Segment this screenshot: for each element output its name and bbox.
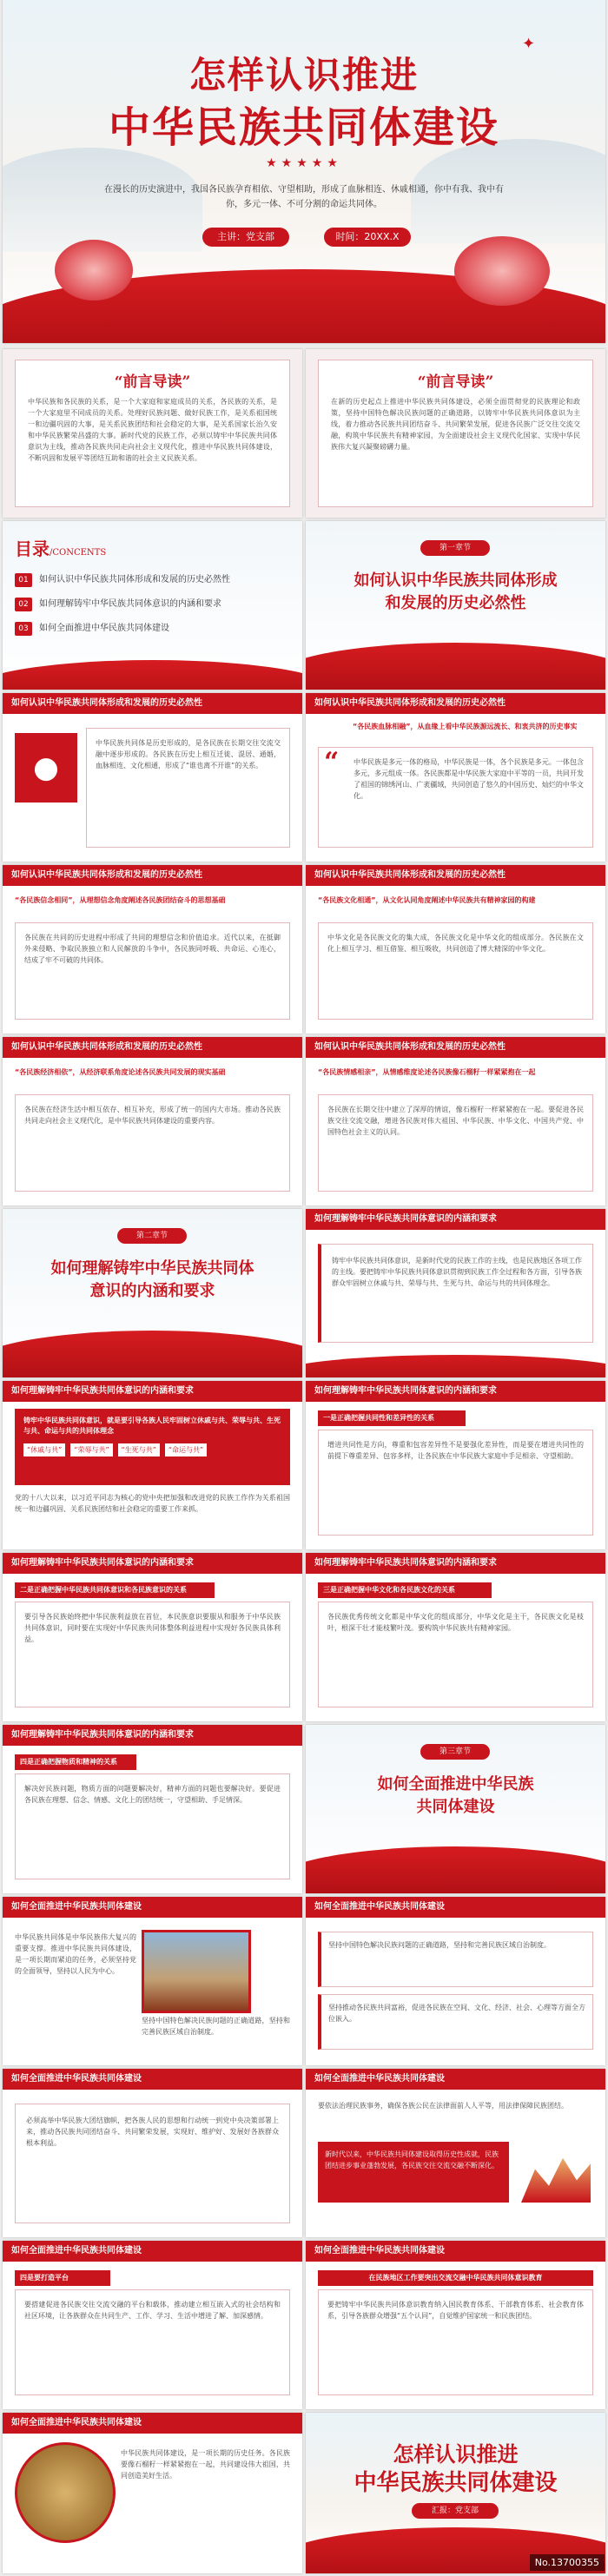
cover-title-line1: 怎样认识推进 xyxy=(188,54,419,96)
toc-num-1: 01 xyxy=(15,573,32,587)
time-pill: 时间：20XX.X xyxy=(324,228,411,247)
section-bar: 如何理解铸牢中华民族共同体意识的内涵和要求 xyxy=(3,1725,302,1746)
section-bar: 如何理解铸牢中华民族共同体意识的内涵和要求 xyxy=(3,1381,302,1402)
slide15-heading-box xyxy=(318,1410,466,1426)
section-bar: 如何全面推进中华民族共同体建设 xyxy=(306,2069,605,2090)
tag-4: “命运与共” xyxy=(165,1443,207,1456)
slide-6 xyxy=(3,693,302,862)
slide-20 xyxy=(3,1897,302,2065)
section-bar: 如何理解铸牢中华民族共同体意识的内涵和要求 xyxy=(306,1381,605,1402)
chapter2-title-line2: 意识的内涵和要求 xyxy=(89,1282,215,1300)
slide20-left-text: 中华民族共同体是中华民族伟大复兴的重要支撑。推进中华民族共同体建设，是一项长期而紧迫的任务，必须坚持党的全面领导，坚持以人民为中心。 xyxy=(15,1933,136,1975)
slide22-frame xyxy=(15,2104,290,2223)
section-bar: 如何认识中华民族共同体形成和发展的历史必然性 xyxy=(3,865,302,886)
slide-9 xyxy=(306,865,605,1034)
slide9-text: 中华文化是各民族文化的集大成，各民族文化是中华文化的组成部分。各民族在文化上相互学习、相互借鉴、相互吸收，共同创造了博大精深的中华文化。 xyxy=(327,934,584,953)
chapter2-title-line1: 如何理解铸牢中华民族共同体 xyxy=(50,1259,254,1278)
slide24-frame xyxy=(15,2289,290,2395)
end-title-line1: 怎样认识推进 xyxy=(393,2441,519,2467)
cover-slide xyxy=(3,0,605,343)
slide24-heading-box xyxy=(15,2270,110,2286)
slide26-text: 中华民族共同体建设，是一项长期的历史任务。各民族要像石榴籽一样紧紧抱在一起，共同建设伟大祖国，共同创造美好生活。 xyxy=(121,2449,290,2480)
toc-ribbon xyxy=(3,660,302,690)
slide7-frame xyxy=(318,747,593,848)
slide14-heading: 铸牢中华民族共同体意识，就是要引导各族人民牢固树立休戚与共、荣辱与共、生死与共、命运与共的共同体理念 xyxy=(23,1417,281,1435)
tag-1: “休戚与共” xyxy=(23,1443,65,1456)
intro-title: “前言导读” xyxy=(114,373,191,391)
slide6-frame xyxy=(86,728,290,848)
slide18-heading-box xyxy=(15,1754,136,1770)
intro-text-right: 在新的历史起点上推进中华民族共同体建设，必须全面贯彻党的民族理论和政策，坚持中国特色解决民族问题的正确道路，以铸牢中华民族共同体意识为主线，着力推动各民族共同团结奋斗、共同繁荣发展，促进各民族广泛交往交流交融，构筑中华民族共有精神家园，为全面建设社会主义现代化国家、实现中华民族伟大复兴凝聚磅礴力量。 xyxy=(331,398,580,451)
section-bar: 如何全面推进中华民族共同体建设 xyxy=(306,2241,605,2262)
slide11-frame xyxy=(318,1094,593,1192)
slide25-text: 要把铸牢中华民族共同体意识教育纳入国民教育体系、干部教育体系、社会教育体系，引导各族群众增强“五个认同”，自觉维护国家统一和民族团结。 xyxy=(327,2301,584,2320)
slide-13 xyxy=(306,1209,605,1377)
slide25-heading: 在民族地区工作要突出交流交融中华民族共同体意识教育 xyxy=(368,2274,543,2282)
slide8-text: 各民族在共同的历史进程中形成了共同的理想信念和价值追求。近代以来，在抵御外来侵略、争取民族独立和人民解放的斗争中，各民族同呼吸、共命运、心连心，结成了牢不可破的共同体。 xyxy=(24,934,281,964)
chapter2-ribbon xyxy=(3,1331,302,1377)
slide22-text: 必须高举中华民族大团结旗帜，把各族人民的思想和行动统一到党中央决策部署上来，推动各民族共同团结奋斗、共同繁荣发展，实现好、维护好、发展好各族群众根本利益。 xyxy=(26,2117,279,2147)
chapter1-ribbon xyxy=(306,643,605,690)
chapter3-badge: 第三章节 xyxy=(420,1744,490,1760)
slide16-text: 要引导各民族始终把中华民族利益放在首位，本民族意识要服从和服务于中华民族共同体意识，同时要在实现好中华民族共同体整体利益进程中实现好各民族具体利益。 xyxy=(24,1613,281,1643)
slide-15 xyxy=(306,1381,605,1549)
section-bar: 如何全面推进中华民族共同体建设 xyxy=(3,2413,302,2434)
chapter1-title-line1: 如何认识中华民族共同体形成 xyxy=(354,571,558,590)
slide10-text: 各民族在经济生活中相互依存、相互补充，形成了统一的国内大市场。推动各民族共同走向社会主义现代化，是中华民族共同体建设的重要内容。 xyxy=(24,1106,281,1125)
section-bar: 如何认识中华民族共同体形成和发展的历史必然性 xyxy=(306,693,605,714)
slide-25 xyxy=(306,2241,605,2409)
slide23-top-text: 要依法治理民族事务，确保各族公民在法律面前人人平等，用法律保障民族团结。 xyxy=(318,2102,568,2110)
slide14-text: 党的十八大以来，以习近平同志为核心的党中央把加强和改进党的民族工作作为关系祖国统一和边疆巩固、关系民族团结和社会稳定的重要工作来抓。 xyxy=(15,1494,290,1513)
slide13-text: 铸牢中华民族共同体意识，是新时代党的民族工作的主线，也是民族地区各项工作的主线。要把铸牢中华民族共同体意识贯彻到民族工作全过程和各方面，引导各族群众牢固树立休戚与共、荣辱与共、生死与共、命运与共的共同体理念。 xyxy=(332,1257,582,1287)
slide-23 xyxy=(306,2069,605,2237)
slide-10 xyxy=(3,1037,302,1205)
slide15-heading: 一是正确把握共同性和差异性的关系 xyxy=(323,1414,434,1422)
slide-7 xyxy=(306,693,605,862)
chapter1-badge: 第一章节 xyxy=(420,540,490,556)
toc-subtitle: /CONCENTS xyxy=(50,548,107,558)
slide23-red-panel xyxy=(318,2142,509,2203)
slide17-heading-box xyxy=(318,1582,492,1598)
cover-stars: ★★★★★ xyxy=(266,156,342,170)
cover-title-line2: 中华民族共同体建设 xyxy=(108,103,499,152)
slide-18 xyxy=(3,1725,302,1893)
section-bar: 如何全面推进中华民族共同体建设 xyxy=(306,1897,605,1918)
section-bar: 如何认识中华民族共同体形成和发展的历史必然性 xyxy=(3,693,302,714)
slide23-red-text: 新时代以来，中华民族共同体建设取得历史性成就，民族团结进步事业蓬勃发展，各民族交往交流交融不断深化。 xyxy=(325,2150,499,2170)
end-slide xyxy=(306,2413,605,2573)
slide17-frame xyxy=(318,1602,593,1707)
slide15-text: 增进共同性是方向，尊重和包容差异性不是要强化差异性，而是要在增进共同性的前提下尊重差异、包容多样，让各民族在中华民族大家庭中手足相亲、守望相助。 xyxy=(327,1441,584,1460)
slide11-text: 各民族在长期交往中建立了深厚的情谊，像石榴籽一样紧紧抱在一起。要促进各民族交往交流交融，增进各民族对伟大祖国、中华民族、中华文化、中国共产党、中国特色社会主义的认同。 xyxy=(327,1106,584,1136)
peony-right xyxy=(454,236,550,306)
slide20-item1: 坚持中国特色解决民族问题的正确道路，坚持和完善民族区域自治制度。 xyxy=(142,2017,290,2036)
slide7-heading: “各民族血脉相融”，从血缘上看中华民族源远流长、和衷共济的历史事实 xyxy=(353,723,578,730)
intro-slide-right xyxy=(306,349,605,518)
intro-frame-right xyxy=(318,360,593,507)
slide18-frame xyxy=(15,1773,290,1879)
slide25-frame xyxy=(318,2289,593,2395)
speaker-icon: ● xyxy=(33,750,59,785)
tag-3: “生死与共” xyxy=(118,1443,160,1456)
section-bar: 如何认识中华民族共同体形成和发展的历史必然性 xyxy=(306,1037,605,1058)
toc-item-3[interactable]: 如何全面推进中华民族共同体建设 xyxy=(39,624,169,633)
section-bar: 如何全面推进中华民族共同体建设 xyxy=(3,1897,302,1918)
slide10-frame xyxy=(15,1094,290,1192)
slide-8 xyxy=(3,865,302,1034)
toc-num-3: 03 xyxy=(15,622,32,636)
chapter1-title-line2: 和发展的历史必然性 xyxy=(385,594,526,612)
watermark: No.13700355 xyxy=(530,2554,605,2571)
end-speaker-pill: 汇报：党支部 xyxy=(412,2503,499,2519)
slide24-heading: 四是要打造平台 xyxy=(20,2274,69,2282)
end-title-line2: 中华民族共同体建设 xyxy=(354,2470,558,2496)
chapter2-badge: 第二章节 xyxy=(117,1228,187,1244)
section-bar: 如何理解铸牢中华民族共同体意识的内涵和要求 xyxy=(306,1553,605,1574)
slide-24 xyxy=(3,2241,302,2409)
slide21-item2: 坚持推动各民族共同富裕，促进各民族在空间、文化、经济、社会、心理等方面全方位嵌入。 xyxy=(328,2004,585,2023)
slide-11 xyxy=(306,1037,605,1205)
speaker-pill: 主讲：党支部 xyxy=(202,228,289,247)
slide16-heading-box xyxy=(15,1582,215,1598)
slide24-text: 要搭建促进各民族交往交流交融的平台和载体，推动建立相互嵌入式的社会结构和社区环境，让各族群众在共同生产、工作、学习、生活中增进了解、加深感情。 xyxy=(24,2301,281,2320)
slide7-text: 中华民族是多元一体的格局，中华民族是一体，各个民族是多元。一体包含多元，多元组成一体。各民族都是中华民族大家庭中平等的一员，共同开发了祖国的锦绣河山、广袤疆域，共同创造了悠久的中国历史、灿烂的中华文化。 xyxy=(354,758,584,800)
peony-left xyxy=(55,240,133,301)
slide14-red-panel xyxy=(15,1409,290,1485)
toc-title-text: 目录 xyxy=(15,538,50,559)
speaker-podium-box xyxy=(15,733,77,803)
section-bar: 如何理解铸牢中华民族共同体意识的内涵和要求 xyxy=(3,1553,302,1574)
quote-open-icon: “ xyxy=(324,747,340,777)
slide16-frame xyxy=(15,1602,290,1707)
great-wall-icon xyxy=(521,2147,591,2203)
chapter3-slide xyxy=(306,1725,605,1893)
slide-14 xyxy=(3,1381,302,1549)
chapter1-slide xyxy=(306,521,605,690)
slide13-ribbon xyxy=(306,1355,605,1377)
chapter3-ribbon xyxy=(306,1846,605,1893)
slide18-heading: 四是正确把握物质和精神的关系 xyxy=(20,1758,117,1766)
slide18-text: 解决好民族问题，物质方面的问题要解决好，精神方面的问题也要解决好。要促进各民族在理想、信念、情感、文化上的团结统一，守望相助、手足情深。 xyxy=(24,1785,281,1804)
slide9-frame xyxy=(318,922,593,1020)
slide21-frame-1 xyxy=(318,1932,593,1987)
slide13-frame xyxy=(318,1244,593,1343)
chapter3-title-line1: 如何全面推进中华民族 xyxy=(377,1775,534,1793)
slide15-frame xyxy=(318,1430,593,1536)
slide10-heading: “各民族经济相依”，从经济联系角度论述各民族共同发展的现实基础 xyxy=(15,1068,226,1076)
intro-text-left: 中华民族和各民族的关系，是一个大家庭和家庭成员的关系，各民族的关系，是一个大家庭里不同成员的关系。处理好民族问题、做好民族工作，是关系祖国统一和边疆巩固的大事，是关系民族团结和社会稳定的大事，是关系国家长治久安和中华民族繁荣昌盛的大事。新时代党的民族工作，必须以铸牢中华民族共同体意识为主线，推动各民族共同走向社会主义现代化，推进中华民族共同体建设，不断巩固和发展平等团结互助和谐的社会主义民族关系。 xyxy=(28,398,277,462)
intro-slide-left xyxy=(3,349,302,518)
section-bar: 如何认识中华民族共同体形成和发展的历史必然性 xyxy=(3,1037,302,1058)
palace-photo xyxy=(142,1930,251,2013)
tag-2: “荣辱与共” xyxy=(70,1443,112,1456)
toc-title xyxy=(15,535,106,560)
slide11-heading: “各民族情感相亲”，从情感维度论述各民族像石榴籽一样紧紧抱在一起 xyxy=(318,1068,536,1076)
chapter3-title-line2: 共同体建设 xyxy=(416,1798,495,1816)
slide17-heading: 三是正确把握中华文化和各民族文化的关系 xyxy=(323,1586,455,1594)
section-bar: 如何全面推进中华民族共同体建设 xyxy=(3,2241,302,2262)
slide25-heading-box xyxy=(318,2270,593,2286)
intro-frame xyxy=(15,360,290,507)
slide16-heading: 二是正确把握中华民族共同体意识和各民族意识的关系 xyxy=(20,1586,187,1594)
chapter2-slide xyxy=(3,1209,302,1377)
slide-17 xyxy=(306,1553,605,1721)
slide21-frame-2 xyxy=(318,1994,593,2050)
slide-21 xyxy=(306,1897,605,2065)
slide9-heading: “各民族文化相通”，从文化认同角度阐述中华民族共有精神家园的构建 xyxy=(318,896,536,904)
section-bar: 如何理解铸牢中华民族共同体意识的内涵和要求 xyxy=(306,1209,605,1230)
cover-subtitle: 在漫长的历史演进中，我国各民族孕育相依、守望相助，形成了血脉相连、休戚相通，你中有我、我中有你，多元一体、不可分割的命运共同体。 xyxy=(104,185,504,209)
toc-item-1[interactable]: 如何认识中华民族共同体形成和发展的历史必然性 xyxy=(39,575,230,585)
toc-item-2[interactable]: 如何理解铸牢中华民族共同体意识的内涵和要求 xyxy=(39,599,221,609)
slide-26 xyxy=(3,2413,302,2573)
toc-num-2: 02 xyxy=(15,598,32,611)
slide14-tags xyxy=(23,1443,281,1456)
slide8-heading: “各民族信念相同”，从理想信念角度阐述各民族团结奋斗的思想基础 xyxy=(15,896,226,904)
slide17-text: 各民族优秀传统文化都是中华文化的组成部分，中华文化是主干，各民族文化是枝叶，根深干壮才能枝繁叶茂。要构筑中华民族共有精神家园。 xyxy=(327,1613,584,1632)
slide-16 xyxy=(3,1553,302,1721)
section-bar: 如何全面推进中华民族共同体建设 xyxy=(3,2069,302,2090)
toc-slide xyxy=(3,521,302,690)
slide-22 xyxy=(3,2069,302,2237)
bird-icon: ✦ xyxy=(522,35,536,53)
lion-statue-photo xyxy=(15,2442,116,2543)
intro-title-right: “前言导读” xyxy=(417,373,494,391)
slide6-text: 中华民族共同体是历史形成的，是各民族在长期交往交流交融中逐步形成的。各民族在历史上相互迁徙、混居、通婚，血脉相连、文化相通，形成了“谁也离不开谁”的关系。 xyxy=(96,739,281,769)
section-bar: 如何认识中华民族共同体形成和发展的历史必然性 xyxy=(306,865,605,886)
slide8-frame xyxy=(15,922,290,1020)
slide21-item1: 坚持中国特色解决民族问题的正确道路，坚持和完善民族区域自治制度。 xyxy=(328,1941,551,1949)
